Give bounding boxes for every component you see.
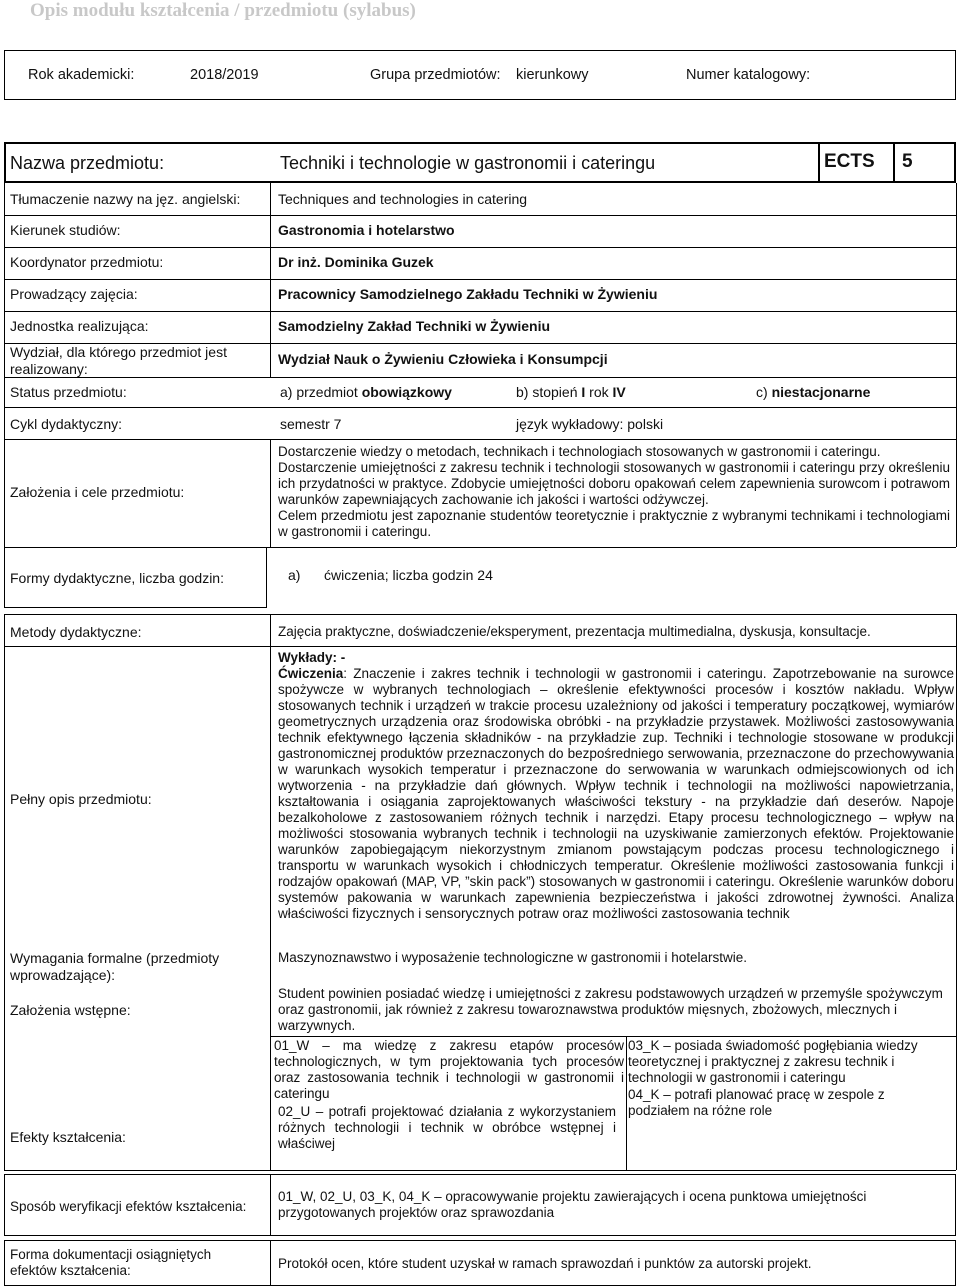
instructors-label: Prowadzący zajęcia: xyxy=(10,286,138,302)
faculty-value: Wydział Nauk o Żywieniu Człowieka i Konsumpcji xyxy=(278,351,608,367)
ects-label: ECTS xyxy=(824,151,875,172)
prerequisites-value: Student powinien posiadać wiedzę i umiejętności z zakresu podstawowych urządzeń w przemyśle spożywczym oraz gastronomii, jak również z zakresu towaroznawstwa produktów mięsnych, zbożowych, mlecznych i warzywnych. xyxy=(278,986,943,1033)
documentation-value: Protokół ocen, które student uzyskał w ramach sprawozdań i punktów za autorski projekt. xyxy=(278,1256,812,1271)
catalog-label: Numer katalogowy: xyxy=(686,67,811,83)
verification-value: 01_W, 02_U, 03_K, 04_K – opracowywanie projektu zawierających i ocena punktowa umiejętności przygotowanych projektów oraz sprawozdania xyxy=(278,1189,867,1220)
forms-label: Formy dydaktyczne, liczba godzin: xyxy=(10,570,224,586)
verification-label: Sposób weryfikacji efektów kształcenia: xyxy=(10,1199,247,1214)
year-label: Rok akademicki: xyxy=(28,67,135,83)
requirements-label: Wymagania formalne (przedmioty wprowadzające): xyxy=(10,950,220,983)
faculty-label: Wydział, dla którego przedmiot jest realizowany: xyxy=(10,344,227,377)
lectures-line: Wykłady: - xyxy=(278,650,346,665)
page-title: Opis modułu kształcenia / przedmiotu (sylabus) xyxy=(30,0,416,21)
group-value: kierunkowy xyxy=(516,67,589,83)
goals-text xyxy=(278,444,950,540)
status-a: a) przedmiot obowiązkowy xyxy=(280,384,452,400)
english-name-label: Tłumaczenie nazwy na jęz. angielski: xyxy=(10,191,241,207)
outcome-02u: 02_U – potrafi projektować działania z wykorzystaniem różnych technologii i technik w obróbce wstępnej i właściwej xyxy=(278,1104,616,1151)
coordinator-label: Koordynator przedmiotu: xyxy=(10,254,164,270)
outcome-01w: 01_W – ma wiedzę z zakresu etapów procesów technologicznych, w tym projektowania tych procesów oraz zastosowania technik i technologii w gastronomii i cateringu xyxy=(274,1038,624,1101)
status-b: b) stopień I rok IV xyxy=(516,384,626,400)
exercises-text: : Znaczenie i zakres technik i technologii w gastronomii i cateringu. Zapotrzebowanie na surowce spożywcze w wybranych technologiach – określenie efektywności procesów i kosztów nakładu. Wpływ stosowanych technik i urządzeń w trakcie procesu uzależniony od jakości i temperatury początkowej, wymiarów geometrycznych urządzenia oraz środowiska obróbki - na przykładzie przystawek. Możliwości zastosowywania technik efektywnego łączenia składników - na przykładzie zup. Techniki i technologie stosowane w produkcji gastronomicznej produktów przeznaczonych do bezpośredniego serwowania, przeznaczone do przechowywania w warunkach wysokich temperatur i przeznaczone do serwowania w warunkach odmiejscowionych od ich wytworzenia - na przykładzie dań głównych. Wpływ technik i technologii na możliwości napowietrzania, kształtowania i osiągania zaprojektowanych właściwości tekstury - na przykładzie dań deserów. Napoje bezalkoholowe z zastosowaniem różnych technik i narzędzi. Etapy procesu technologicznego – wpływ na możliwości stosowania wybranych technik i technologii na uzyskiwanie zamierzonych efektów. Projektowanie warunków zapobiegającym niekorzystnym zmianom powstającym podczas procesu technologicznego i transportu w warunkach wysokich i chłodniczych temperatur. Określenie możliwości zastosowania funkcji i rodzajów opakowań (MAP, VP, ”skin pack”) stosowanych w gastronomii i cateringu. Określenie warunków doboru systemów pakowania w warunkach zapewnienia bezpieczeństwa i jakości zdrowotnej żywności. Analiza właściwości fizycznych i sensorycznych potraw oraz możliwości zastosowania technik xyxy=(278,666,954,921)
unit-label: Jednostka realizująca: xyxy=(10,318,149,334)
exercises-label: Ćwiczenia xyxy=(278,666,344,681)
prerequisites-label: Założenia wstępne: xyxy=(10,1002,131,1018)
exercises-paragraph xyxy=(278,666,954,922)
cycle-value: semestr 7 xyxy=(280,416,342,432)
goals-p1: Dostarczenie wiedzy o metodach, technikach i technologiach stosowanych w gastronomii i cateringu. xyxy=(278,444,881,459)
language-value: język wykładowy: polski xyxy=(516,416,664,432)
status-label: Status przedmiotu: xyxy=(10,384,127,400)
documentation-label: Forma dokumentacji osiągniętych efektów kształcenia: xyxy=(10,1247,212,1278)
methods-value: Zajęcia praktyczne, doświadczenie/eksperyment, prezentacja multimedialna, dyskusja, konsultacje. xyxy=(278,624,871,639)
coordinator-value: Dr inż. Dominika Guzek xyxy=(278,254,434,270)
goals-p2: Dostarczenie umiejętności z zakresu technik i technologii stosowanych w gastronomii i cateringu przy określeniu ich przydatności w praktyce. Zdobycie umiejętności doboru opakowań celem zapewnienia surowcom i potrawom warunków zapewniających zachowanie ich jakości i wartości odżywczej. xyxy=(278,460,950,507)
outcome-03k: 03_K – posiada świadomość pogłębiania wiedzy teoretycznej i praktycznej z zakresu technik i technologii w gastronomii i cateringu xyxy=(628,1038,918,1085)
goals-p3: Celem przedmiotu jest zapoznanie studentów teoretycznie i praktycznie z wybranymi technikami i technologiami w gastronomii i cateringu. xyxy=(278,508,950,539)
cycle-label: Cykl dydaktyczny: xyxy=(10,416,123,432)
group-label: Grupa przedmiotów: xyxy=(370,67,501,83)
english-name-value: Techniques and technologies in catering xyxy=(278,191,528,207)
outcome-04k: 04_K – potrafi planować pracę w zespole z podziałem na różne role xyxy=(628,1087,885,1118)
course-name-label: Nazwa przedmiotu: xyxy=(10,153,165,173)
course-name-value: Techniki i technologie w gastronomii i cateringu xyxy=(280,153,656,173)
goals-label: Założenia i cele przedmiotu: xyxy=(10,484,185,500)
year-value: 2018/2019 xyxy=(190,67,259,83)
methods-label: Metody dydaktyczne: xyxy=(10,624,142,640)
instructors-value: Pracownicy Samodzielnego Zakładu Techniki w Żywieniu xyxy=(278,286,658,302)
description-text xyxy=(278,650,954,922)
field-of-study-label: Kierunek studiów: xyxy=(10,222,121,238)
ects-value: 5 xyxy=(902,151,913,172)
requirements-value: Maszynoznawstwo i wyposażenie technologiczne w gastronomii i hotelarstwie. xyxy=(278,950,747,965)
outcomes-label: Efekty kształcenia: xyxy=(10,1129,126,1145)
forms-marker: a) xyxy=(288,567,301,583)
status-c: c) niestacjonarne xyxy=(756,384,871,400)
description-label: Pełny opis przedmiotu: xyxy=(10,791,152,807)
unit-value: Samodzielny Zakład Techniki w Żywieniu xyxy=(278,318,551,334)
field-of-study-value: Gastronomia i hotelarstwo xyxy=(278,222,455,238)
forms-value: ćwiczenia; liczba godzin 24 xyxy=(324,567,493,583)
